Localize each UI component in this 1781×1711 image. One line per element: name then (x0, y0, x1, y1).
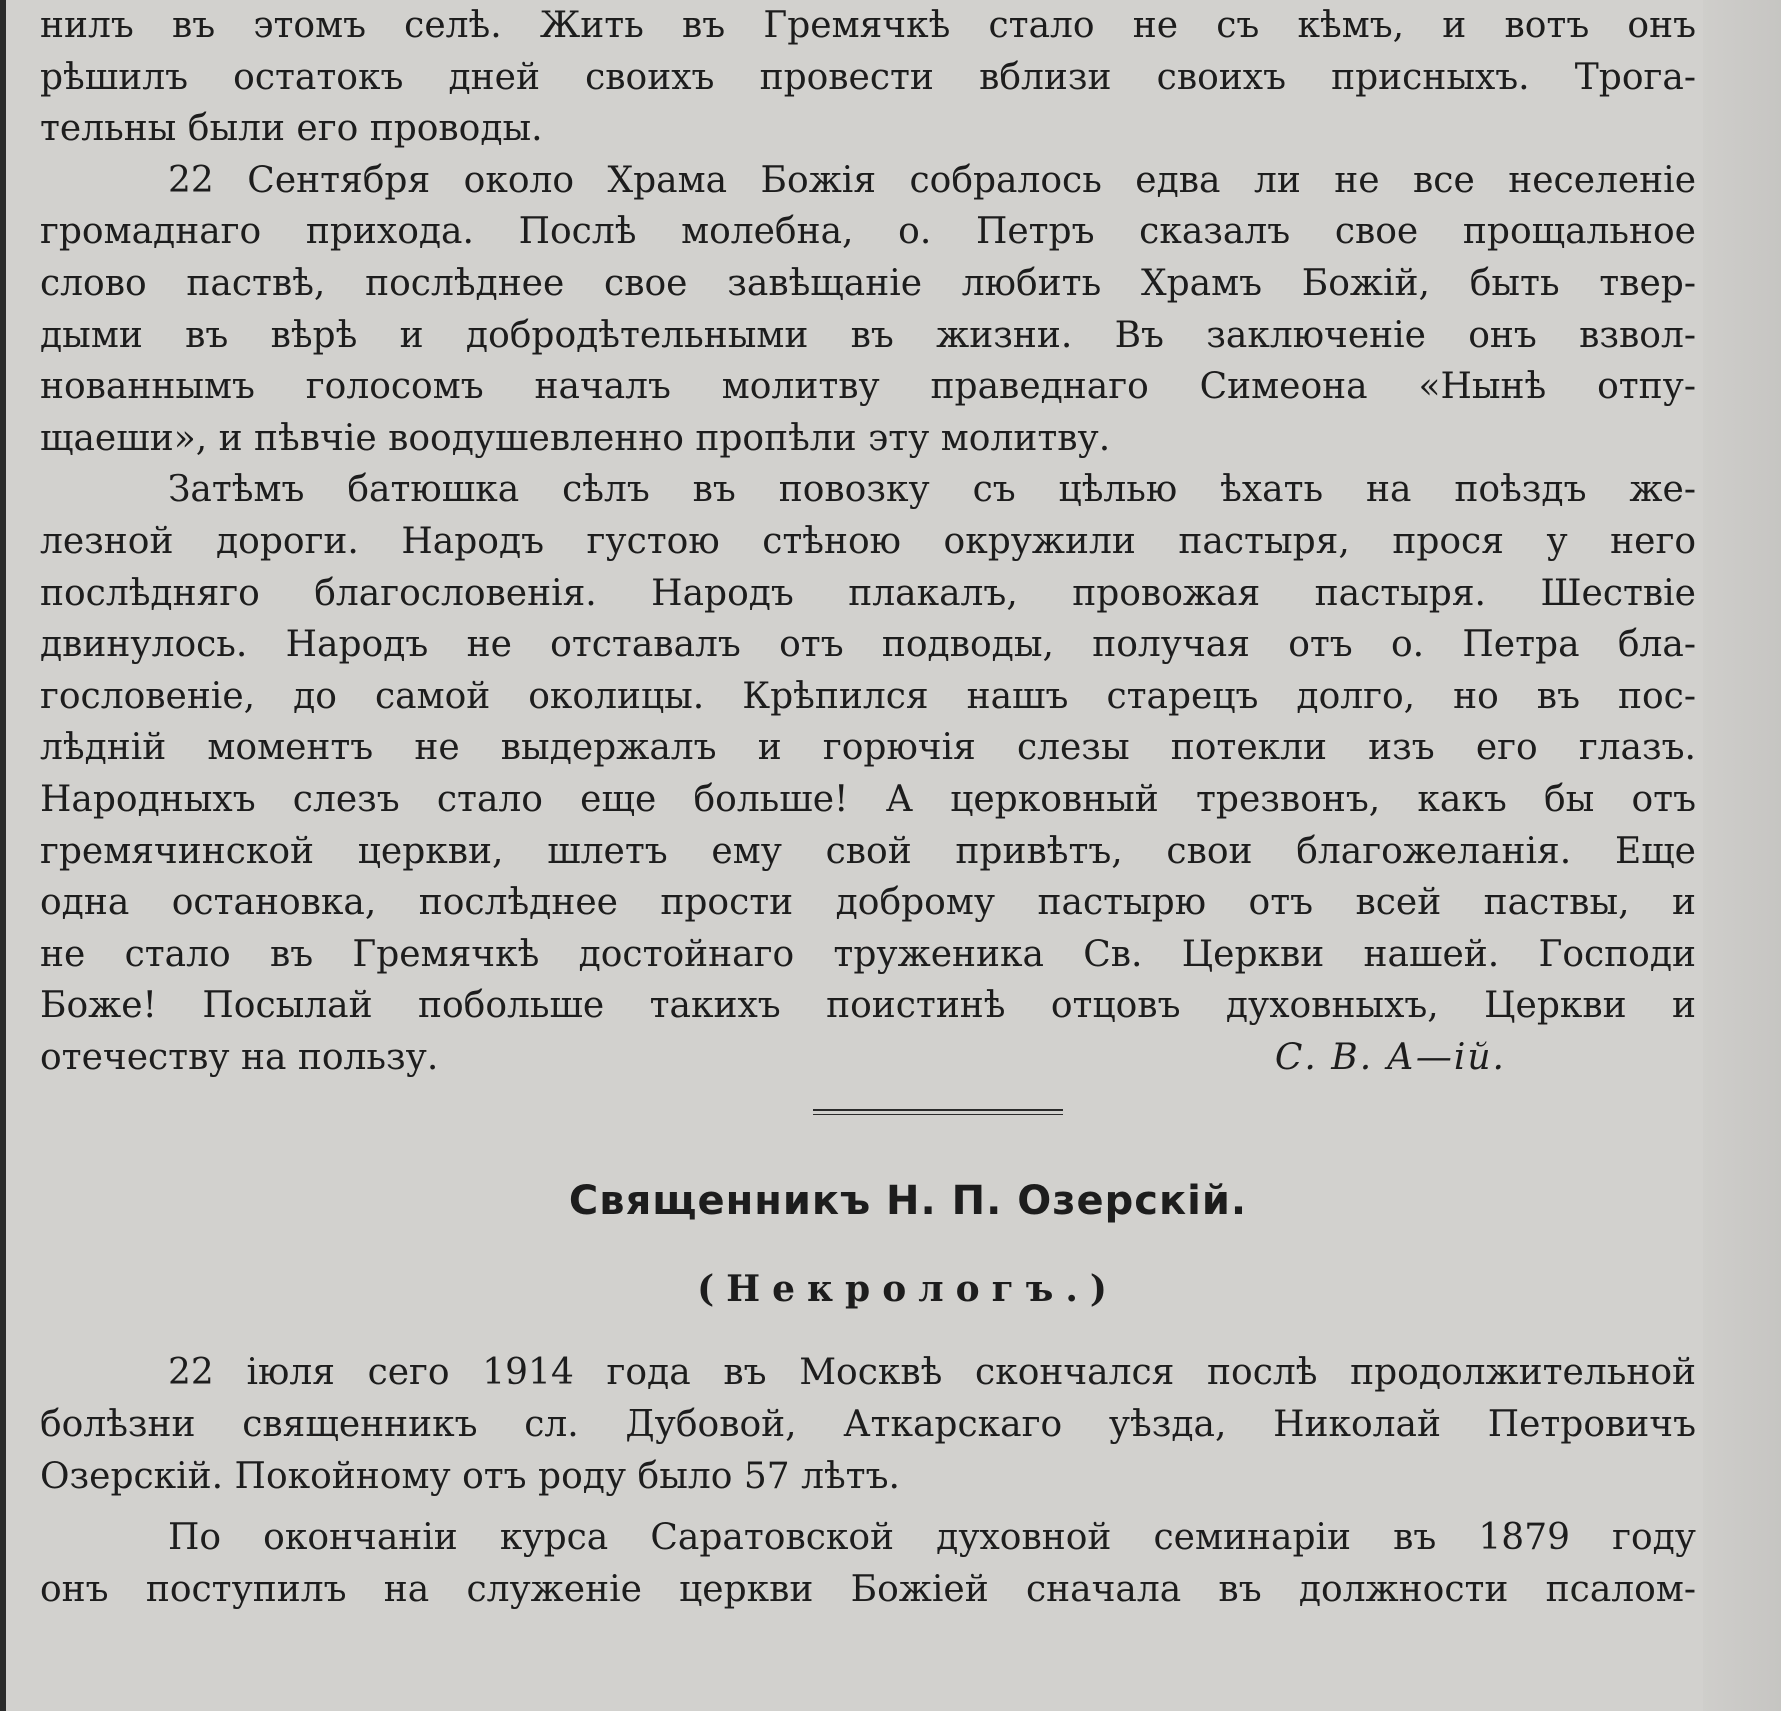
text-line: гословенiе, до самой околицы. Крѣпился нашъ старецъ долго, но въ пос- (40, 675, 1696, 717)
farewell-paragraph (40, 155, 1696, 465)
obituary-paragraph-death (40, 1347, 1696, 1502)
text-line: нилъ въ этомъ селѣ. Жить въ Гремячкѣ стало не съ кѣмъ, и вотъ онъ (40, 5, 1696, 46)
text-column (40, 0, 1696, 1615)
text-line: нованнымъ голосомъ началъ молитву праведнаго Симеона «Нынѣ отпу- (40, 366, 1696, 408)
text-line: По окончанiи курса Саратовской духовной семинарiи въ 1879 году (168, 1517, 1696, 1559)
text-line: не стало въ Гремячкѣ достойнаго труженика Св. Церкви нашей. Господи (40, 933, 1696, 975)
text-line: онъ поступилъ на служенiе церкви Божiей сначала въ должности псалом- (40, 1568, 1696, 1610)
text-line: Народныхъ слезъ стало еще больше! А церковный трезвонъ, какъ бы отъ (40, 778, 1696, 820)
text-line: рѣшилъ остатокъ дней своихъ провести вблизи своихъ присныхъ. Трога- (40, 56, 1696, 98)
text-line: щаеши», и пѣвчiе воодушевленно пропѣли эту молитву. (40, 417, 1111, 459)
section-divider (813, 1109, 1063, 1115)
text-line: Озерскiй. Покойному отъ роду было 57 лѣтъ. (40, 1455, 900, 1497)
text-line: болѣзни священникъ сл. Дубовой, Аткарскаго уѣзда, Николай Петровичъ (40, 1404, 1696, 1446)
obituary-title: Священникъ Н. П. Озерскiй. (568, 1178, 1248, 1225)
text-line: послѣдняго благословенiя. Народъ плакалъ, провожая пастыря. Шествiе (40, 572, 1696, 614)
closing-line (40, 1032, 1696, 1084)
text-line: 22 Сентября около Храма Божія собралось едва ли не все неселенiе (168, 159, 1696, 201)
obituary-subtitle: (Некрологъ.) (697, 1268, 1119, 1311)
obituary-paragraph-career (40, 1512, 1696, 1615)
text-line: двинулось. Народъ не отставалъ отъ подводы, получая отъ о. Петра бла- (40, 624, 1696, 666)
text-line: Боже! Посылай побольше такихъ поистинѣ отцовъ духовныхъ, Церкви и (40, 985, 1696, 1027)
scan-left-edge (0, 0, 6, 1711)
text-line: лезной дороги. Народъ густою стѣною окружили пастыря, прося у него (40, 520, 1696, 562)
text-line: слово паствѣ, послѣднее свое завѣщанiе любить Храмъ Божiй, быть твер- (40, 262, 1696, 304)
text-line: громаднаго прихода. Послѣ молебна, о. Петръ сказалъ свое прощальное (40, 211, 1696, 253)
scan-right-margin (1703, 0, 1781, 1711)
author-signature: С. В. А—iй. (1274, 1036, 1506, 1078)
text-line: 22 iюля сего 1914 года въ Москвѣ скончался послѣ продолжительной (168, 1352, 1696, 1394)
text-line: лѣднiй моментъ не выдержалъ и горючiя слезы потекли изъ его глазъ. (40, 727, 1696, 769)
text-line: отечеству на пользу. (40, 1036, 439, 1078)
text-line: Затѣмъ батюшка сѣлъ въ повозку съ цѣлью ѣхать на поѣздъ же- (168, 469, 1696, 511)
text-line: одна остановка, послѣднее прости доброму пастырю отъ всей паствы, и (40, 882, 1696, 924)
departure-paragraph (40, 464, 1696, 1083)
text-line: тельны были его проводы. (40, 108, 543, 150)
text-line: гремячинской церкви, шлетъ ему свой привѣтъ, свои благожеланiя. Еще (40, 830, 1696, 872)
opening-paragraph (40, 0, 1696, 155)
text-line: дыми въ вѣрѣ и добродѣтельными въ жизни. Въ заключенiе онъ взвол- (40, 314, 1696, 356)
